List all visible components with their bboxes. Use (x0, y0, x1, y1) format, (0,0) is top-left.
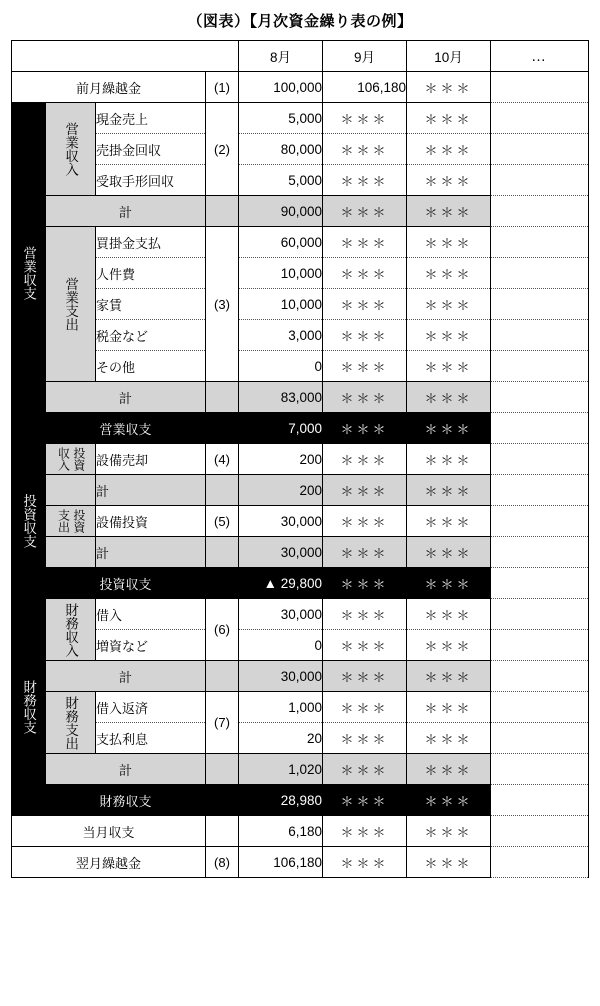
cell-equipment-sale-m1: 200 (239, 444, 323, 475)
table-row-operating-expense-3 (12, 289, 589, 320)
balance-label-operating: 営業収支 (46, 413, 206, 444)
item-label-loan-repayment: 借入返済 (96, 692, 206, 723)
table-row-financial-expense-1 (12, 692, 589, 723)
item-label-other-expense: その他 (96, 351, 206, 382)
cell-financial-expense-total-m3: ＊＊＊ (407, 754, 491, 785)
balance-label-investment: 投資収支 (46, 568, 206, 599)
balance-no-investment (206, 568, 239, 599)
cell-operating-expense-total-m2: ＊＊＊ (323, 382, 407, 413)
cell-payables-more (491, 227, 589, 258)
cell-interest-paid-m3: ＊＊＊ (407, 723, 491, 754)
table-row-carryover-prev (12, 72, 589, 103)
cell-capital-increase-m1: 0 (239, 630, 323, 661)
cell-capex-more (491, 506, 589, 537)
cell-payables-m2: ＊＊＊ (323, 227, 407, 258)
cell-carryover-next-m3: ＊＊＊ (407, 847, 491, 878)
cell-cash-sales-m2: ＊＊＊ (323, 103, 407, 134)
cell-taxes-m1: 3,000 (239, 320, 323, 351)
cell-investment-expense-total-m2: ＊＊＊ (323, 537, 407, 568)
table-row-investment-income-1 (12, 444, 589, 475)
item-label-equipment-sale: 設備売却 (96, 444, 206, 475)
cell-receivables-more (491, 134, 589, 165)
total-label-financial-income: 計 (46, 661, 206, 692)
table-row-month-balance (12, 816, 589, 847)
cell-capital-increase-m3: ＊＊＊ (407, 630, 491, 661)
cell-investment-income-total-more (491, 475, 589, 506)
cell-personnel-more (491, 258, 589, 289)
section-label-investment: 投資収支 (12, 444, 46, 599)
item-label-cash-sales: 現金売上 (96, 103, 206, 134)
cell-carryover-prev-m2: 106,180 (323, 72, 407, 103)
table-row-operating-balance (12, 413, 589, 444)
cell-other-expense-more (491, 351, 589, 382)
item-label-notes-received: 受取手形回収 (96, 165, 206, 196)
table-row-operating-income-2 (12, 134, 589, 165)
row-no-financial-expense: (7) (206, 692, 239, 754)
cell-operating-income-total-m2: ＊＊＊ (323, 196, 407, 227)
cell-investment-income-total-m3: ＊＊＊ (407, 475, 491, 506)
cell-payables-m1: 60,000 (239, 227, 323, 258)
row-no-month-balance (206, 816, 239, 847)
item-label-capex: 設備投資 (96, 506, 206, 537)
cell-capex-m3: ＊＊＊ (407, 506, 491, 537)
cell-payables-m3: ＊＊＊ (407, 227, 491, 258)
cell-carryover-next-m2: ＊＊＊ (323, 847, 407, 878)
cell-capex-m1: 30,000 (239, 506, 323, 537)
table-header-row (12, 41, 589, 72)
table-row-investment-balance (12, 568, 589, 599)
cell-receivables-m1: 80,000 (239, 134, 323, 165)
cell-financial-income-total-m1: 30,000 (239, 661, 323, 692)
balance-no-operating (206, 413, 239, 444)
cell-operating-balance-m1: 7,000 (239, 413, 323, 444)
row-label-carryover-prev: 前月繰越金 (12, 72, 206, 103)
cell-month-balance-m1: 6,180 (239, 816, 323, 847)
cell-capital-increase-m2: ＊＊＊ (323, 630, 407, 661)
cell-cash-sales-more (491, 103, 589, 134)
row-no-operating-expense: (3) (206, 227, 239, 382)
cell-operating-expense-total-m1: 83,000 (239, 382, 323, 413)
row-no-financial-income: (6) (206, 599, 239, 661)
cell-financial-income-total-more (491, 661, 589, 692)
total-no-investment-income (206, 475, 239, 506)
total-label-operating-income: 計 (46, 196, 206, 227)
total-label-financial-expense: 計 (46, 754, 206, 785)
cell-other-expense-m3: ＊＊＊ (407, 351, 491, 382)
cell-financial-balance-m2: ＊＊＊ (323, 785, 407, 816)
cell-borrowing-more (491, 599, 589, 630)
cell-loan-repayment-m2: ＊＊＊ (323, 692, 407, 723)
cell-financial-balance-more (491, 785, 589, 816)
cell-operating-income-total-m3: ＊＊＊ (407, 196, 491, 227)
total-no-investment-expense (206, 537, 239, 568)
header-blank (12, 41, 239, 72)
header-month-2: 9月 (323, 41, 407, 72)
header-more: … (491, 41, 589, 72)
table-row-financial-balance (12, 785, 589, 816)
item-label-receivables: 売掛金回収 (96, 134, 206, 165)
cell-financial-expense-total-m1: 1,020 (239, 754, 323, 785)
row-no-investment-income: (4) (206, 444, 239, 475)
section-label-operating: 営業収支 (12, 103, 46, 444)
cell-interest-paid-more (491, 723, 589, 754)
cell-capital-increase-more (491, 630, 589, 661)
header-month-1: 8月 (239, 41, 323, 72)
cell-notes-received-more (491, 165, 589, 196)
cell-personnel-m1: 10,000 (239, 258, 323, 289)
table-row-investment-expense-total (12, 537, 589, 568)
cell-notes-received-m1: 5,000 (239, 165, 323, 196)
cell-loan-repayment-m3: ＊＊＊ (407, 692, 491, 723)
cell-operating-income-total-more (491, 196, 589, 227)
table-row-financial-income-2 (12, 630, 589, 661)
cell-investment-balance-m3: ＊＊＊ (407, 568, 491, 599)
cell-loan-repayment-more (491, 692, 589, 723)
cell-other-expense-m1: 0 (239, 351, 323, 382)
section-label-financial: 財務収支 (12, 599, 46, 816)
cell-carryover-next-more (491, 847, 589, 878)
cell-operating-expense-total-more (491, 382, 589, 413)
cell-investment-expense-total-more (491, 537, 589, 568)
balance-no-financial (206, 785, 239, 816)
table-row-carryover-next (12, 847, 589, 878)
cell-interest-paid-m1: 20 (239, 723, 323, 754)
cell-financial-income-total-m2: ＊＊＊ (323, 661, 407, 692)
cell-rent-m3: ＊＊＊ (407, 289, 491, 320)
cash-flow-table (11, 40, 589, 878)
cell-carryover-prev-more (491, 72, 589, 103)
table-row-operating-income-1 (12, 103, 589, 134)
group-label-investment-income-cont (46, 475, 96, 506)
table-row-operating-expense-5 (12, 351, 589, 382)
cell-operating-expense-total-m3: ＊＊＊ (407, 382, 491, 413)
cell-investment-balance-m1: ▲ 29,800 (239, 568, 323, 599)
cell-borrowing-m3: ＊＊＊ (407, 599, 491, 630)
total-label-investment-expense: 計 (96, 537, 206, 568)
cell-receivables-m2: ＊＊＊ (323, 134, 407, 165)
cell-interest-paid-m2: ＊＊＊ (323, 723, 407, 754)
table-row-financial-expense-total (12, 754, 589, 785)
table-row-financial-expense-2 (12, 723, 589, 754)
group-label-investment-income: 投資収入 (46, 444, 96, 475)
cell-taxes-more (491, 320, 589, 351)
total-no-financial-expense (206, 754, 239, 785)
cell-capex-m2: ＊＊＊ (323, 506, 407, 537)
cell-operating-income-total-m1: 90,000 (239, 196, 323, 227)
group-label-investment-expense: 投資支出 (46, 506, 96, 537)
cell-loan-repayment-m1: 1,000 (239, 692, 323, 723)
cell-month-balance-more (491, 816, 589, 847)
cell-receivables-m3: ＊＊＊ (407, 134, 491, 165)
cell-notes-received-m3: ＊＊＊ (407, 165, 491, 196)
item-label-borrowing: 借入 (96, 599, 206, 630)
group-label-investment-expense-cont (46, 537, 96, 568)
row-no-carryover-prev: (1) (206, 72, 239, 103)
item-label-rent: 家賃 (96, 289, 206, 320)
group-label-financial-income: 財務収入 (46, 599, 96, 661)
item-label-interest-paid: 支払利息 (96, 723, 206, 754)
cell-cash-sales-m1: 5,000 (239, 103, 323, 134)
group-label-operating-expense: 営業支出 (46, 227, 96, 382)
cell-operating-balance-more (491, 413, 589, 444)
cell-personnel-m2: ＊＊＊ (323, 258, 407, 289)
cell-equipment-sale-m3: ＊＊＊ (407, 444, 491, 475)
row-label-carryover-next: 翌月繰越金 (12, 847, 206, 878)
group-label-operating-income: 営業収入 (46, 103, 96, 196)
cell-investment-balance-more (491, 568, 589, 599)
cell-investment-expense-total-m1: 30,000 (239, 537, 323, 568)
total-no-financial-income (206, 661, 239, 692)
cell-equipment-sale-more (491, 444, 589, 475)
balance-label-financial: 財務収支 (46, 785, 206, 816)
cell-operating-balance-m2: ＊＊＊ (323, 413, 407, 444)
cell-equipment-sale-m2: ＊＊＊ (323, 444, 407, 475)
item-label-capital-increase: 増資など (96, 630, 206, 661)
table-row-operating-income-3 (12, 165, 589, 196)
cell-personnel-m3: ＊＊＊ (407, 258, 491, 289)
row-no-investment-expense: (5) (206, 506, 239, 537)
cell-financial-expense-total-m2: ＊＊＊ (323, 754, 407, 785)
item-label-personnel: 人件費 (96, 258, 206, 289)
cell-investment-balance-m2: ＊＊＊ (323, 568, 407, 599)
cell-notes-received-m2: ＊＊＊ (323, 165, 407, 196)
row-no-carryover-next: (8) (206, 847, 239, 878)
row-label-month-balance: 当月収支 (12, 816, 206, 847)
group-label-financial-expense: 財務支出 (46, 692, 96, 754)
total-label-investment-income: 計 (96, 475, 206, 506)
row-no-operating-income: (2) (206, 103, 239, 196)
header-month-3: 10月 (407, 41, 491, 72)
table-row-operating-expense-2 (12, 258, 589, 289)
total-label-operating-expense: 計 (46, 382, 206, 413)
cell-investment-expense-total-m3: ＊＊＊ (407, 537, 491, 568)
table-row-operating-expense-4 (12, 320, 589, 351)
table-row-financial-income-total (12, 661, 589, 692)
item-label-payables: 買掛金支払 (96, 227, 206, 258)
table-row-operating-expense-total (12, 382, 589, 413)
cell-carryover-prev-m1: 100,000 (239, 72, 323, 103)
cell-rent-m1: 10,000 (239, 289, 323, 320)
cell-borrowing-m1: 30,000 (239, 599, 323, 630)
cell-financial-income-total-m3: ＊＊＊ (407, 661, 491, 692)
cell-rent-m2: ＊＊＊ (323, 289, 407, 320)
cell-investment-income-total-m2: ＊＊＊ (323, 475, 407, 506)
cell-investment-income-total-m1: 200 (239, 475, 323, 506)
table-row-financial-income-1 (12, 599, 589, 630)
cell-carryover-prev-m3: ＊＊＊ (407, 72, 491, 103)
table-row-investment-expense-1 (12, 506, 589, 537)
cell-financial-balance-m3: ＊＊＊ (407, 785, 491, 816)
cell-taxes-m2: ＊＊＊ (323, 320, 407, 351)
item-label-taxes: 税金など (96, 320, 206, 351)
cell-cash-sales-m3: ＊＊＊ (407, 103, 491, 134)
page-title: （図表）【月次資金繰り表の例】 (187, 13, 413, 30)
cell-borrowing-m2: ＊＊＊ (323, 599, 407, 630)
cell-financial-balance-m1: 28,980 (239, 785, 323, 816)
cell-month-balance-m2: ＊＊＊ (323, 816, 407, 847)
total-no-operating-expense (206, 382, 239, 413)
cell-month-balance-m3: ＊＊＊ (407, 816, 491, 847)
cell-carryover-next-m1: 106,180 (239, 847, 323, 878)
total-no-operating-income (206, 196, 239, 227)
cell-operating-balance-m3: ＊＊＊ (407, 413, 491, 444)
cell-rent-more (491, 289, 589, 320)
cell-financial-expense-total-more (491, 754, 589, 785)
cell-other-expense-m2: ＊＊＊ (323, 351, 407, 382)
table-row-investment-income-total (12, 475, 589, 506)
cell-taxes-m3: ＊＊＊ (407, 320, 491, 351)
table-row-operating-income-total (12, 196, 589, 227)
table-row-operating-expense-1 (12, 227, 589, 258)
